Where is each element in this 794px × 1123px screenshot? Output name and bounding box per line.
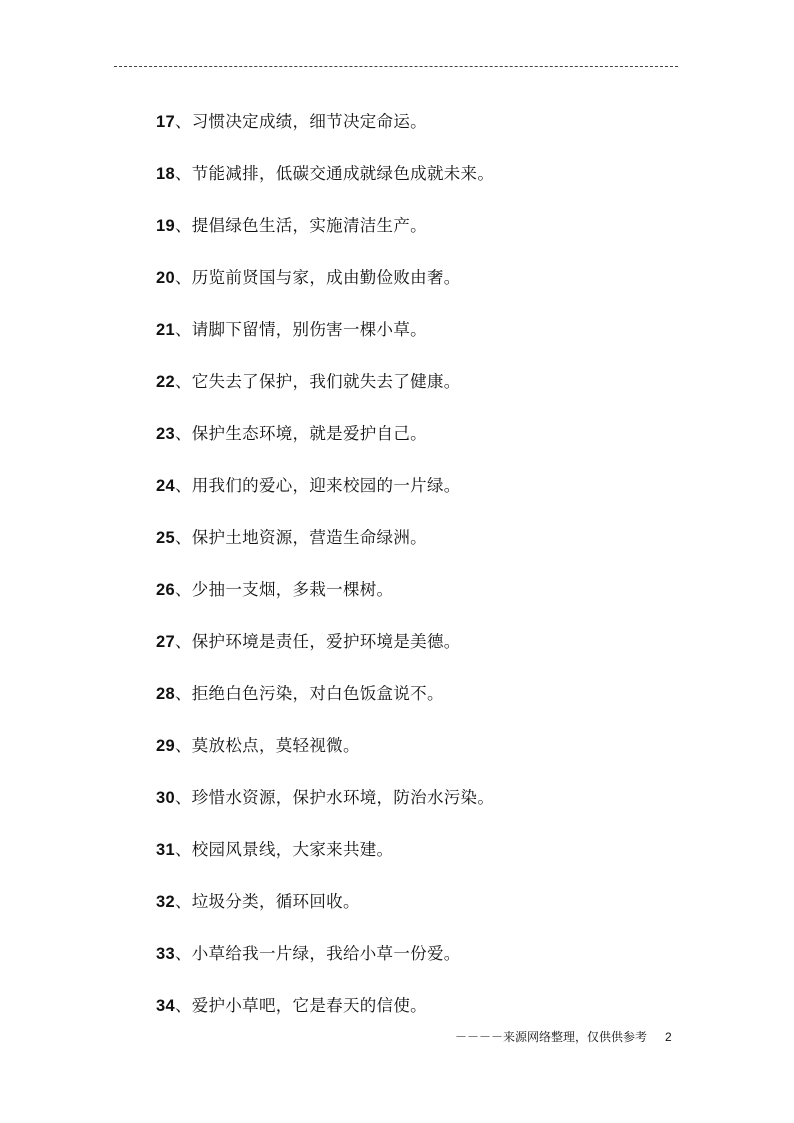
- list-item: [156, 991, 494, 1043]
- list-item: [156, 835, 494, 887]
- item-text: 、校园风景线，大家来共建。: [174, 840, 394, 859]
- list-item: [156, 471, 494, 523]
- item-number: 19: [156, 217, 175, 235]
- item-number: 31: [156, 841, 175, 859]
- item-text: 、莫放松点，莫轻视微。: [174, 736, 360, 755]
- item-number: 17: [156, 113, 175, 131]
- item-number: 32: [156, 893, 175, 911]
- list-item: [156, 367, 494, 419]
- list-item: [156, 679, 494, 731]
- list-item: [156, 939, 494, 991]
- item-number: 24: [156, 477, 175, 495]
- item-number: 22: [156, 373, 175, 391]
- item-text: 、保护土地资源，营造生命绿洲。: [174, 528, 427, 547]
- list-item: [156, 731, 494, 783]
- item-text: 、它失去了保护，我们就失去了健康。: [174, 372, 461, 391]
- list-item: [156, 523, 494, 575]
- item-text: 、请脚下留情，别伤害一棵小草。: [174, 320, 427, 339]
- list-item: [156, 887, 494, 939]
- list-item: [156, 315, 494, 367]
- list-item: [156, 419, 494, 471]
- item-text: 、历览前贤国与家，成由勤俭败由奢。: [174, 268, 461, 287]
- item-number: 26: [156, 581, 175, 599]
- item-text: 、保护生态环境，就是爱护自己。: [174, 424, 427, 443]
- list-item: [156, 627, 494, 679]
- item-text: 、珍惜水资源，保护水环境，防治水污染。: [174, 788, 495, 807]
- item-text: 、节能减排，低碳交通成就绿色成就未来。: [174, 164, 495, 183]
- item-number: 18: [156, 165, 175, 183]
- page-footer: [455, 1029, 672, 1045]
- item-number: 34: [156, 997, 175, 1015]
- item-number: 25: [156, 529, 175, 547]
- item-text: 、小草给我一片绿，我给小草一份爱。: [174, 944, 461, 963]
- item-number: 27: [156, 633, 175, 651]
- item-text: 、提倡绿色生活，实施清洁生产。: [174, 216, 427, 235]
- item-number: 23: [156, 425, 175, 443]
- item-text: 、习惯决定成绩，细节决定命运。: [174, 112, 427, 131]
- list-item: [156, 575, 494, 627]
- header-dashed-rule: [114, 66, 678, 67]
- list-item: [156, 783, 494, 835]
- list-item: [156, 159, 494, 211]
- item-number: 21: [156, 321, 175, 339]
- list-item: [156, 107, 494, 159]
- item-text: 、保护环境是责任，爱护环境是美德。: [174, 632, 461, 651]
- item-number: 33: [156, 945, 175, 963]
- footer-source-note: －－－－来源网络整理，仅供供参考: [455, 1030, 648, 1044]
- item-text: 、垃圾分类，循环回收。: [174, 892, 360, 911]
- item-number: 30: [156, 789, 175, 807]
- item-number: 29: [156, 737, 175, 755]
- item-text: 、爱护小草吧，它是春天的信使。: [174, 996, 427, 1015]
- item-number: 20: [156, 269, 175, 287]
- item-text: 、少抽一支烟，多栽一棵树。: [174, 580, 394, 599]
- slogan-list: [156, 107, 494, 1043]
- page-number: 2: [665, 1030, 672, 1044]
- item-text: 、用我们的爱心，迎来校园的一片绿。: [174, 476, 461, 495]
- item-text: 、拒绝白色污染，对白色饭盒说不。: [174, 684, 444, 703]
- list-item: [156, 263, 494, 315]
- list-item: [156, 211, 494, 263]
- item-number: 28: [156, 685, 175, 703]
